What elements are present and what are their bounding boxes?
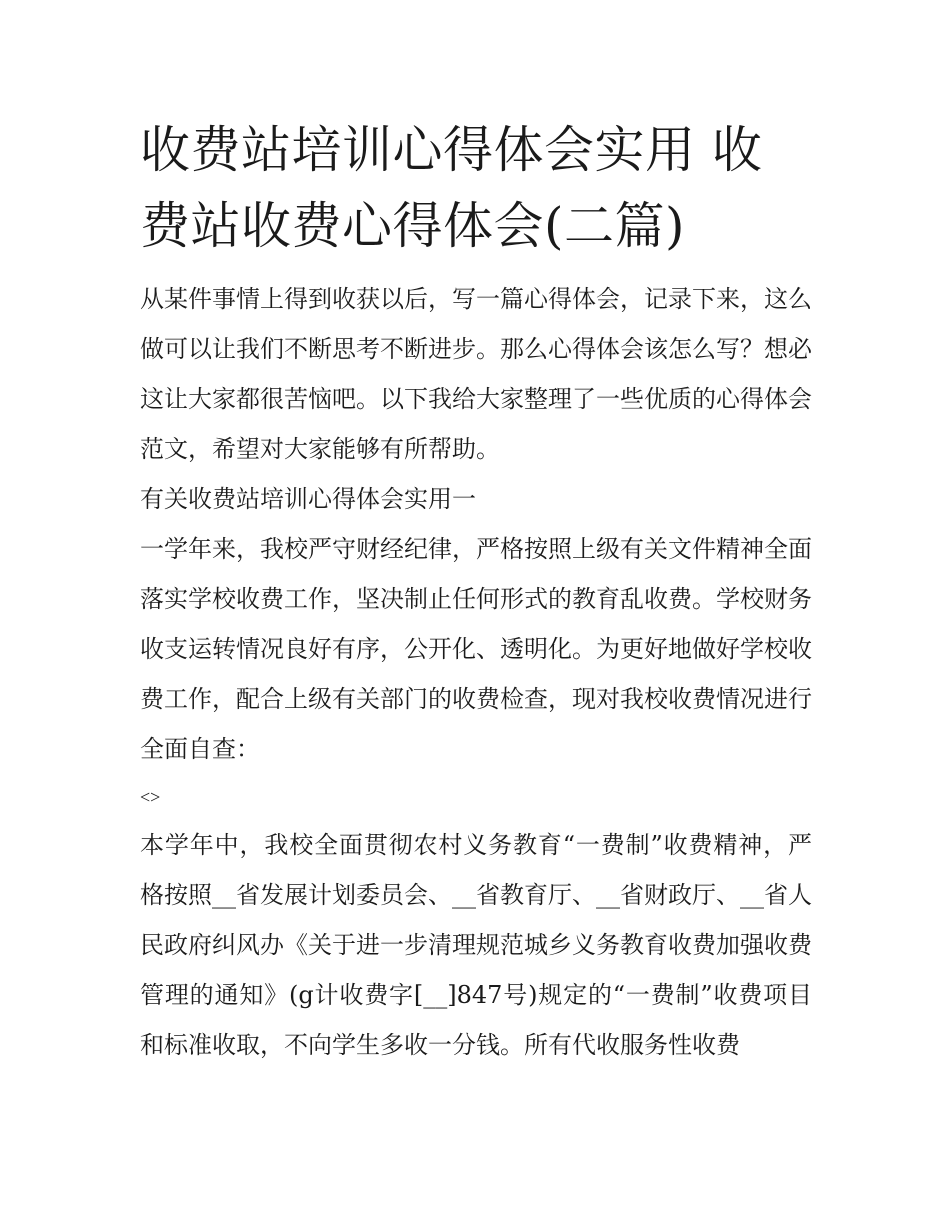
body-paragraph-2: 本学年中，我校全面贯彻农村义务教育“一费制”收费精神，严格按照__省发展计划委员会、__省教育厅、__省财政厅、__省人民政府纠风办《关于进一步清理规范城乡义务教育收费加强收费管理的通知》(g计收费字[__]847号)规定的“一费制”收费项目和标准收取，不向学生多收一分钱。所有代收服务性收费: [140, 831, 812, 1059]
document-title: 收费站培训心得体会实用 收费站收费心得体会(二篇): [140, 121, 763, 255]
intro-paragraph: 从某件事情上得到收获以后，写一篇心得体会，记录下来，这么做可以让我们不断思考不断进步。那么心得体会该怎么写？想必这让大家都很苦恼吧。以下我给大家整理了一些优质的心得体会范文，希望对大家能够有所帮助。: [140, 285, 812, 463]
section-heading: 有关收费站培训心得体会实用一: [140, 485, 476, 513]
marker-text: <>: [140, 787, 161, 807]
body-paragraph-1: 一学年来，我校严守财经纪律，严格按照上级有关文件精神全面落实学校收费工作，坚决制止任何形式的教育乱收费。学校财务收支运转情况良好有序，公开化、透明化。为更好地做好学校收费工作，配合上级有关部门的收费检查，现对我校收费情况进行全面自查：: [140, 535, 812, 763]
document-content: [140, 112, 812, 1070]
